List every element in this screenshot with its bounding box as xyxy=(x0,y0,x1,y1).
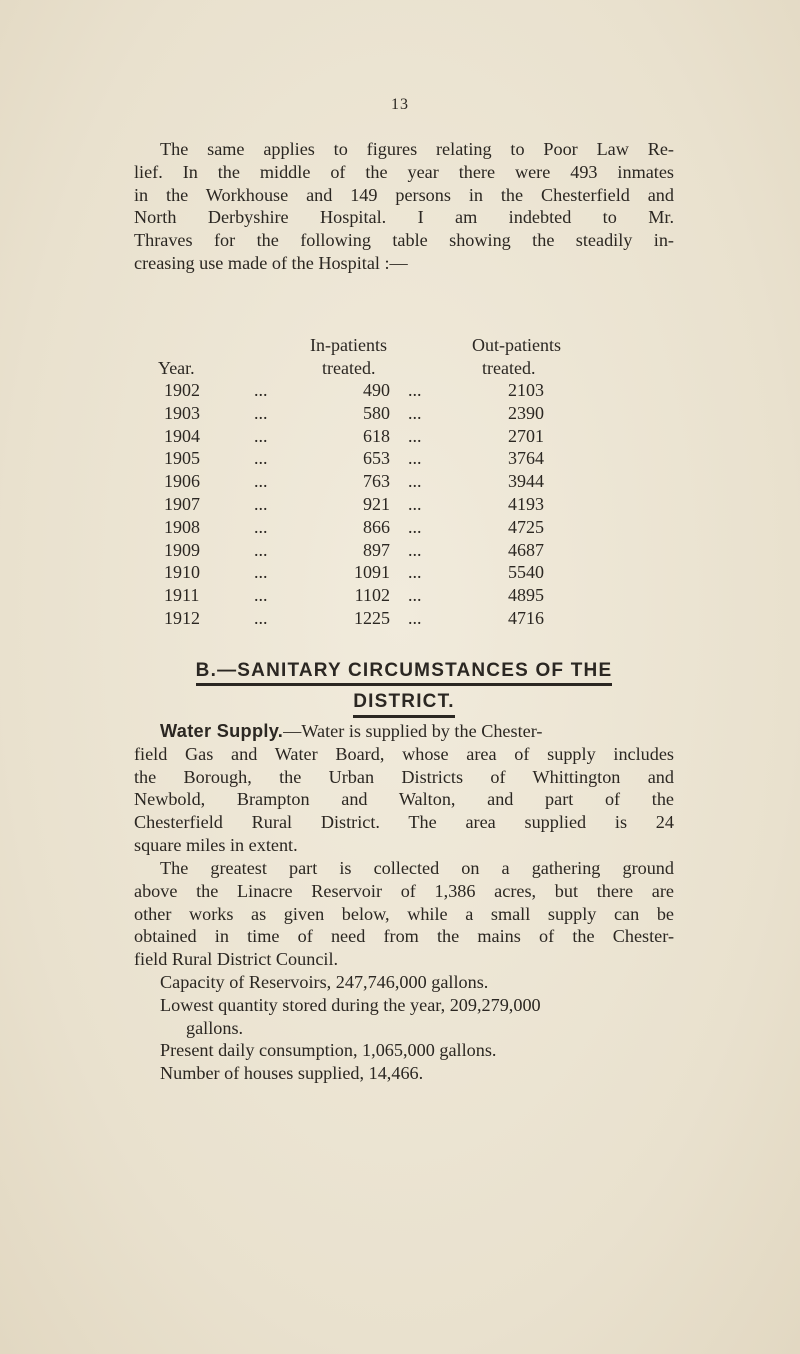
leader-dots: ... xyxy=(408,585,422,606)
text-line: The greatest part is collected on a gathering ground xyxy=(160,858,674,878)
table-row xyxy=(134,494,674,517)
cell-inpatients: 1102 xyxy=(354,585,390,606)
text-line: Newbold, Brampton and Walton, and part of the xyxy=(134,789,674,810)
leader-dots: ... xyxy=(254,448,268,469)
text-line: Chesterfield Rural District. The area supplied is 24 xyxy=(134,812,674,833)
table-row xyxy=(134,517,674,540)
table-row xyxy=(134,448,674,471)
text-line: The same applies to figures relating to Poor Law Re- xyxy=(160,139,674,159)
lowest-quantity-line: Lowest quantity stored during the year, 209,279,000 xyxy=(160,994,541,1015)
text-line: in the Workhouse and 149 persons in the Chesterfield and xyxy=(134,184,674,205)
cell-inpatients: 490 xyxy=(363,380,390,400)
section-heading xyxy=(134,658,674,714)
leader-dots: ... xyxy=(254,493,268,514)
cell-inpatients: 580 xyxy=(363,402,390,423)
leader-dots: ... xyxy=(254,607,268,628)
cell-outpatients: 3764 xyxy=(508,448,544,469)
leader-dots: ... xyxy=(254,402,268,423)
table-row xyxy=(134,608,674,631)
text-line xyxy=(134,720,674,743)
cell-inpatients: 763 xyxy=(363,471,390,492)
text-line: other works as given below, while a small supply can be xyxy=(134,903,674,924)
cell-year: 1903 xyxy=(164,402,200,423)
cell-inpatients: 921 xyxy=(363,493,390,514)
capacity-line: Capacity of Reservoirs, 247,746,000 gallons. xyxy=(160,972,489,992)
text-line: the Borough, the Urban Districts of Whittington and xyxy=(134,766,674,787)
cell-outpatients: 4725 xyxy=(508,516,544,537)
leader-dots: ... xyxy=(408,402,422,423)
table-row xyxy=(134,380,674,403)
leader-dots: ... xyxy=(254,562,268,583)
cell-outpatients: 3944 xyxy=(508,471,544,492)
leader-dots: ... xyxy=(254,471,268,492)
text-line: above the Linacre Reservoir of 1,386 acres, but there are xyxy=(134,880,674,901)
lowest-quantity-line-cont: gallons. xyxy=(186,1017,244,1038)
cell-year: 1906 xyxy=(164,471,200,492)
leader-dots: ... xyxy=(254,516,268,537)
table-row xyxy=(134,540,674,563)
cell-outpatients: 5540 xyxy=(508,562,544,583)
cell-outpatients: 2390 xyxy=(508,402,544,423)
cell-year: 1904 xyxy=(164,425,200,446)
cell-year: 1902 xyxy=(164,380,200,400)
header-year: Year. xyxy=(158,357,195,378)
text-line: Thraves for the following table showing the steadily in- xyxy=(134,230,674,251)
leader-dots: ... xyxy=(408,448,422,469)
text-line: field Gas and Water Board, whose area of supply includes xyxy=(134,743,674,764)
leader-dots: ... xyxy=(254,380,268,400)
cell-year: 1912 xyxy=(164,607,200,628)
cell-year: 1908 xyxy=(164,516,200,537)
leader-dots: ... xyxy=(408,562,422,583)
leader-dots: ... xyxy=(254,585,268,606)
text-line: obtained in time of need from the mains of the Chester- xyxy=(134,926,674,947)
cell-year: 1910 xyxy=(164,562,200,583)
leader-dots: ... xyxy=(408,539,422,560)
table-header-row-2 xyxy=(134,358,674,381)
leader-dots: ... xyxy=(254,425,268,446)
header-inpatients: In-patients xyxy=(310,335,387,355)
cell-outpatients: 2701 xyxy=(508,425,544,446)
cell-outpatients: 4193 xyxy=(508,493,544,514)
table-header-row-1 xyxy=(134,335,674,358)
cell-inpatients: 1225 xyxy=(354,607,390,628)
cell-outpatients: 4687 xyxy=(508,539,544,560)
water-supply-paragraph xyxy=(134,720,674,857)
text-line: lief. In the middle of the year there were 493 inmates xyxy=(134,161,674,182)
header-inpatients-treated: treated. xyxy=(322,357,376,378)
cell-inpatients: 653 xyxy=(363,448,390,469)
houses-supplied-line: Number of houses supplied, 14,466. xyxy=(160,1063,424,1084)
cell-outpatients: 4895 xyxy=(508,585,544,606)
water-supply-subheading: Water Supply. xyxy=(160,721,284,741)
text-run: —Water is supplied by the Chester- xyxy=(283,721,543,741)
table-row xyxy=(134,403,674,426)
leader-dots: ... xyxy=(408,380,422,400)
header-outpatients: Out-patients xyxy=(472,335,561,355)
leader-dots: ... xyxy=(408,425,422,446)
cell-inpatients: 1091 xyxy=(354,562,390,583)
table-row xyxy=(134,585,674,608)
cell-inpatients: 618 xyxy=(363,425,390,446)
table-row xyxy=(134,426,674,449)
cell-outpatients: 2103 xyxy=(508,380,544,400)
table-row xyxy=(134,562,674,585)
leader-dots: ... xyxy=(408,607,422,628)
table-row xyxy=(134,471,674,494)
text-line: creasing use made of the Hospital :— xyxy=(134,252,408,273)
cell-year: 1911 xyxy=(164,585,200,606)
cell-inpatients: 897 xyxy=(363,539,390,560)
text-line: field Rural District Council. xyxy=(134,949,339,970)
cell-year: 1907 xyxy=(164,493,200,514)
cell-year: 1909 xyxy=(164,539,200,560)
hospital-table xyxy=(134,335,674,631)
water-statistics xyxy=(134,971,674,1085)
gathering-ground-paragraph xyxy=(134,857,674,971)
cell-outpatients: 4716 xyxy=(508,607,544,628)
intro-paragraph xyxy=(134,138,674,275)
header-outpatients-treated: treated. xyxy=(482,357,536,378)
cell-inpatients: 866 xyxy=(363,516,390,537)
text-line: North Derbyshire Hospital. I am indebted to Mr. xyxy=(134,207,674,228)
leader-dots: ... xyxy=(408,471,422,492)
daily-consumption-line: Present daily consumption, 1,065,000 gallons. xyxy=(160,1040,497,1061)
leader-dots: ... xyxy=(408,516,422,537)
leader-dots: ... xyxy=(408,493,422,514)
section-heading-line-1: B.—SANITARY CIRCUMSTANCES OF THE xyxy=(195,660,613,681)
cell-year: 1905 xyxy=(164,448,200,469)
leader-dots: ... xyxy=(254,539,268,560)
page-number: 13 xyxy=(391,96,409,113)
text-line: square miles in extent. xyxy=(134,834,298,855)
section-heading-line-2: DISTRICT. xyxy=(353,691,455,712)
